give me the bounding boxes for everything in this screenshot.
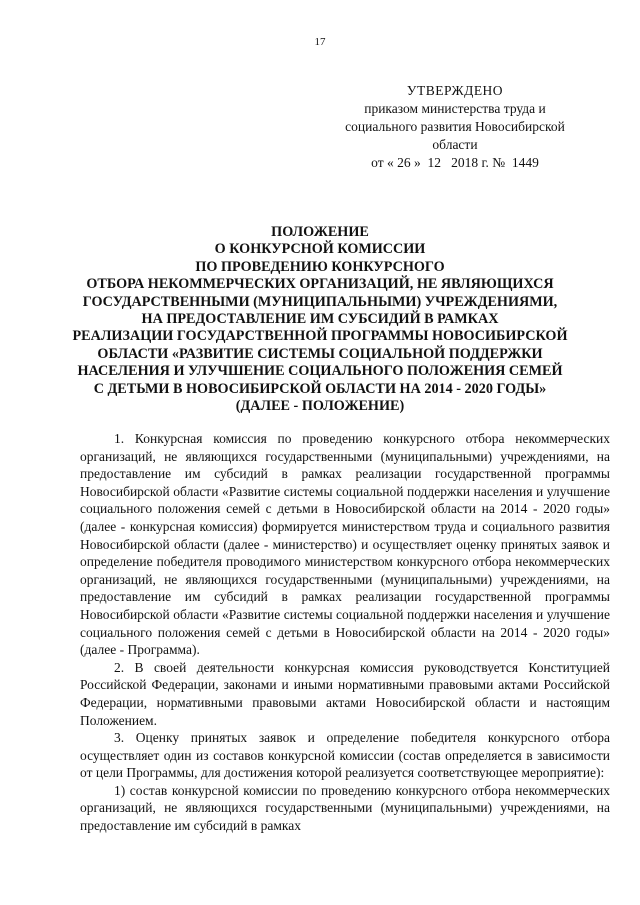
title-line: ОТБОРА НЕКОММЕРЧЕСКИХ ОРГАНИЗАЦИЙ, НЕ ЯВЛЯЮЩИХСЯ	[86, 276, 554, 293]
paragraph-2: 2. В своей деятельности конкурсная комиссия руководствуется Конституцией Российской Федерации, законами и иными нормативными правовыми актами Российской Федерации, нормативными правовыми актами Новосибирской области и настоящим Положением.	[80, 659, 610, 728]
title-line: НАСЕЛЕНИЯ И УЛУЧШЕНИЕ СОЦИАЛЬНОГО ПОЛОЖЕНИЯ СЕМЕЙ	[77, 363, 563, 380]
approval-stamp	[330, 82, 580, 172]
page-number: 17	[314, 36, 326, 48]
approval-line: социального развития Новосибирской	[345, 119, 565, 134]
approval-heading: УТВЕРЖДЕНО	[406, 83, 504, 98]
title-line: (ДАЛЕЕ - ПОЛОЖЕНИЕ)	[235, 398, 405, 415]
title-line: РЕАЛИЗАЦИИ ГОСУДАРСТВЕННОЙ ПРОГРАММЫ НОВОСИБИРСКОЙ	[72, 328, 568, 345]
document-body	[80, 430, 610, 835]
title-line: НА ПРЕДОСТАВЛЕНИЕ ИМ СУБСИДИЙ В РАМКАХ	[141, 311, 499, 328]
approval-line: области	[432, 137, 478, 152]
paragraph-1: 1. Конкурсная комиссия по проведению конкурсного отбора некоммерческих организаций, не являющихся государственными (муниципальными) учреждениями, на предоставление им субсидий в рамках реализации государственной программы Новосибирской области «Развитие системы социальной поддержки населения и улучшение социального положения семей с детьми в Новосибирской области на 2014 - 2020 годы» (далее - конкурсная комиссия) формируется министерством труда и социального развития Новосибирской области (далее - министерство) и осуществляет оценку принятых заявок и определение победителя проводимого министерством конкурсного отбора некоммерческих организаций, не являющихся государственными (муниципальными) учреждениями, на предоставление им субсидий в рамках реализации государственной программы Новосибирской области «Развитие системы социальной поддержки населения и улучшение социального положения семей с детьми в Новосибирской области на 2014 - 2020 годы» (далее - Программа).	[80, 431, 610, 658]
paragraph-3: 3. Оценку принятых заявок и определение победителя конкурсного отбора осуществляет один из составов конкурсной комиссии (состав определяется в зависимости от цели Программы, для достижения которой реализуется соответствующее мероприятие):	[80, 730, 610, 781]
title-line: О КОНКУРСНОЙ КОМИССИИ	[214, 241, 426, 258]
title-line: С ДЕТЬМИ В НОВОСИБИРСКОЙ ОБЛАСТИ НА 2014 - 2020 ГОДЫ»	[93, 380, 547, 397]
paragraph-4: 1) состав конкурсной комиссии по проведению конкурсного отбора некоммерческих организаций, не являющихся государственными (муниципальными) учреждениями, на предоставление им субсидий в рамках	[80, 782, 610, 834]
document-title	[60, 224, 580, 415]
title-line: ОБЛАСТИ «РАЗВИТИЕ СИСТЕМЫ СОЦИАЛЬНОЙ ПОДДЕРЖКИ	[97, 345, 543, 362]
approval-line: приказом министерства труда и	[364, 101, 546, 116]
approval-date-number: от « 26 » 12 2018 г. № 1449	[371, 155, 539, 170]
title-line: ГОСУДАРСТВЕННЫМИ (МУНИЦИПАЛЬНЫМИ) УЧРЕЖДЕНИЯМИ,	[82, 293, 558, 310]
title-line: ПОЛОЖЕНИЕ	[271, 224, 369, 240]
title-line: ПО ПРОВЕДЕНИЮ КОНКУРСНОГО	[195, 258, 445, 275]
